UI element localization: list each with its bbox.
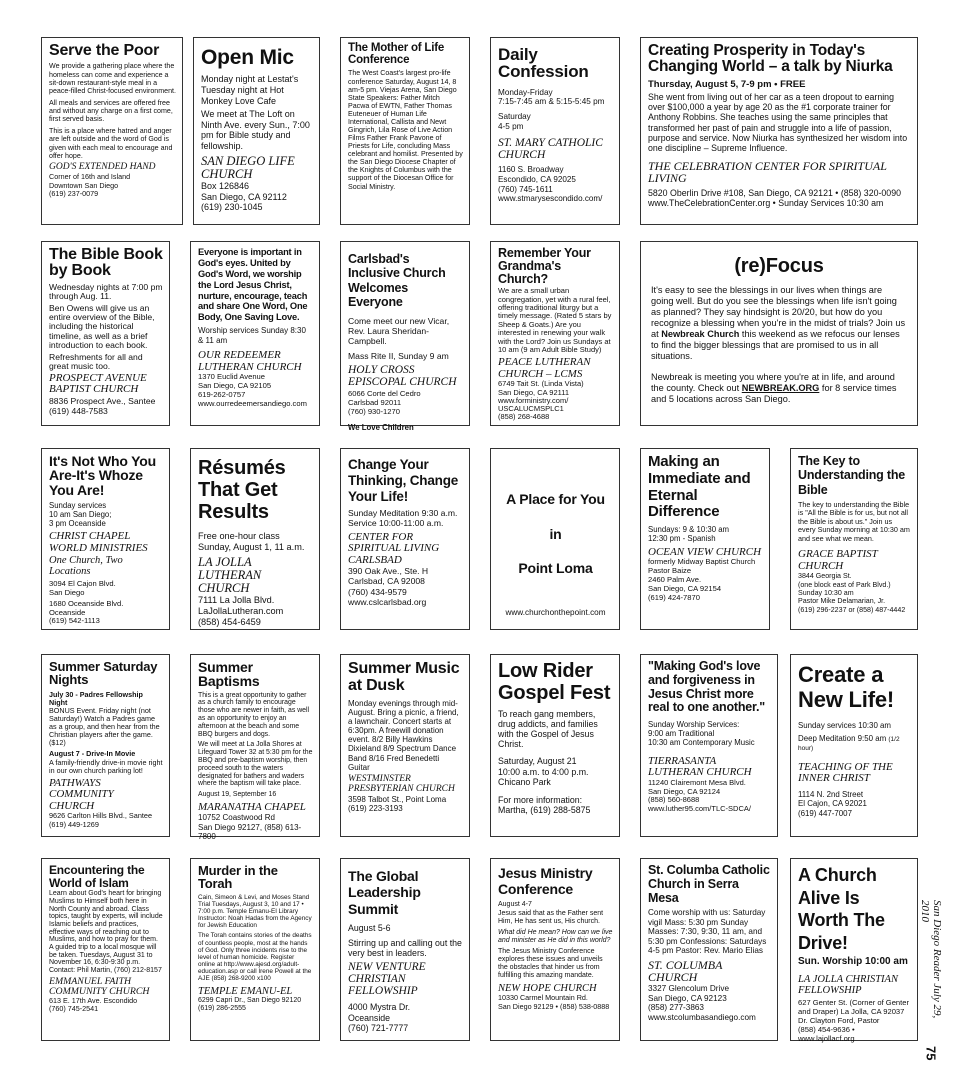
ad-body <box>49 283 163 372</box>
address: 7111 La Jolla Blvd. <box>198 595 275 606</box>
ad-body <box>348 316 463 362</box>
ad-body <box>651 285 907 405</box>
church-subtitle: One Church, Two Locations <box>49 555 123 578</box>
text: It's easy to see the blessings in our lives when things are going well. But do you see the blessings when life isn't going as planned? They say hindsight is 20/20, but how do you recognize a blessing when you're in the midst of trials? Join us at <box>651 285 906 339</box>
tagline: We Love Children <box>348 423 414 433</box>
website: www.churchonthepoint.com <box>505 607 606 617</box>
website: www.luther95.com/TLC-SDCA/ <box>648 804 751 814</box>
ad-body: Come worship with us: Saturday vigil Mass: 5:30 pm Sunday Masses: 7:30, 9:30, 11 am, and 5:30 pm Confessions: Saturdays 4-5 pm Pastor: Rev. Mario Elias <box>648 908 767 956</box>
ad-title: Résumés That Get Results <box>198 457 286 523</box>
church-name: NEW HOPE CHURCH <box>498 983 597 995</box>
church-name: LA JOLLA CHRISTIAN FELLOWSHIP <box>798 973 898 996</box>
paragraph: August 5-6 <box>348 923 391 934</box>
ad-title: Low Rider Gospel Fest <box>498 660 611 704</box>
ad-body <box>348 508 463 528</box>
church-name: ST. MARY CATHOLIC CHURCH <box>498 137 603 162</box>
address: 1114 N. 2nd Street <box>798 789 864 799</box>
paragraph: Sunday, August 1, 11 a.m. <box>198 541 305 552</box>
paragraph: August 19, September 16 <box>198 791 277 799</box>
phone: (858) 454-9636 • www.lajollacf.org <box>798 1024 855 1043</box>
ad-resumes <box>190 448 320 630</box>
address: 3327 Glencolum Drive <box>648 984 730 994</box>
church-name: EMMANUEL FAITH COMMUNITY CHURCH <box>49 975 150 998</box>
paragraph: August 4-7 <box>498 901 532 909</box>
ad-serve-the-poor <box>41 37 183 225</box>
text: Deep Meditation 9:50 am <box>798 733 887 743</box>
paragraph: A family-friendly drive-in movie right in our own church parking lot! <box>49 757 163 775</box>
phone: (619) 237-0079 <box>49 189 99 199</box>
ad-title: Making an Immediate and Eternal Difference <box>648 453 751 521</box>
church-name: TEMPLE EMANU-EL <box>198 985 293 997</box>
address: 9626 Carlton Hills Blvd., Santee <box>49 811 153 821</box>
address: San Diego, CA 92105 <box>198 381 272 391</box>
ad-title: Summer Baptisms <box>198 659 260 690</box>
ad-lowrider-gospel-fest <box>490 654 620 837</box>
address: Downtown San Diego <box>49 180 119 190</box>
church-name: GOD'S EXTENDED HAND <box>49 162 156 173</box>
paragraph: We provide a gathering place where the homeless can come and experience a sit-down restaurant-style meal in a peace-filled Christ-focused environment. <box>49 62 176 96</box>
paragraph: BONUS Event. Friday night (not Saturday!) Watch a Padres game as a group, and then hear from the Christian players after the game. ($12) <box>49 705 160 748</box>
phone: (858) 277-3863 <box>648 1003 704 1013</box>
ad-title: Serve the Poor <box>49 42 160 59</box>
paragraph: Cain, Simeon & Levi, and Moses Stand Trial Tuesdays, August 3, 10 and 17 • 7:00 p.m. Temple Emanu-El Library Instructor: Noah Hadas from the Agency for Jewish Education <box>198 893 312 930</box>
paragraph: Stirring up and calling out the very best in leaders. <box>348 937 462 958</box>
ad-key-to-bible <box>790 448 918 630</box>
paragraph: 3 pm Oceanside <box>49 519 106 529</box>
address: 627 Genter St. (Corner of Genter and Draper) La Jolla, CA 92037 <box>798 997 910 1016</box>
address: 3598 Talbot St., Point Loma <box>348 794 447 804</box>
ad-carlsbad-inclusive <box>340 241 470 433</box>
church-name: LA JOLLA LUTHERAN CHURCH <box>198 554 262 595</box>
text: this weekend as we refocus our lenses to find the bigger blessings that are promised to us in all situations. <box>651 328 900 361</box>
phone: (760) 745-1611 <box>498 184 553 194</box>
ad-church-alive <box>790 858 918 1041</box>
ad-create-new-life <box>790 654 918 837</box>
event-heading: August 7 - Drive-In Movie <box>49 749 136 759</box>
paragraph: We will meet at La Jolla Shores at Lifeguard Tower 32 at 5:30 pm for the BBQ and pre-baptism worship, then proceed south to the waters designated for bathers and waders where the baptism will take place. <box>198 741 313 788</box>
ad-body <box>49 691 163 775</box>
paragraph: Saturday <box>498 112 531 121</box>
ad-body: The West Coast's largest pro-life conference Saturday, August 14, 8 am-5 pm. Viejas Arena, San Diego State Speakers: Father Mitch Pacwa of EWTN, Father Thomas Euteneuer of Human Life International, Callista and Newt Gingrich, Lila Rose of Live Action Films Father Frank Pavone of Priests for Life, concluding Mass celebrant and homilist. Presented by the San Diego Diocese Chapter of the Knights of Columbus with the support of the Diocesan Office for Social Ministry. <box>348 69 463 191</box>
paragraph: 4-5 pm <box>498 121 524 131</box>
ad-st-columba <box>640 858 778 1041</box>
paragraph: This is a place where hatred and anger are left outside and the word of God is given with each meal to encourage and offer hope. <box>49 126 173 160</box>
phone: (858) 560-8688 <box>648 795 700 805</box>
address: Corner of 16th and Island <box>49 172 131 182</box>
ad-summer-baptisms <box>190 654 320 842</box>
ad-summer-saturday <box>41 654 170 837</box>
church-name: NEW VENTURE CHRISTIAN FELLOWSHIP <box>348 961 426 998</box>
address: San Diego 92129 • (858) 538-0888 <box>498 1001 610 1011</box>
paragraph: Worship services Sunday 8:30 & 11 am <box>198 326 306 345</box>
ad-title: Jesus Ministry Conference <box>498 865 593 897</box>
ad-body: She went from living out of her car as a teen dropout to earning over $100,000 a year by age 20 as the #1 corporate trainer for Anthony Robbins. She teaches using the same principles that transformed her past of pain and struggle into a life of passion, purpose and service. Now Niurka has synthesized her wisdom into one discipline – Supreme Influence. <box>648 91 908 154</box>
ad-title: The Bible Book by Book <box>49 246 163 280</box>
ad-title: Create a New Life! <box>798 662 894 712</box>
website: www.stmarysescondido.com/ <box>498 194 603 204</box>
ad-title: A Place for You <box>506 491 605 507</box>
website-link[interactable]: NEWBREAK.ORG <box>741 383 820 394</box>
paragraph: Ben Owens will give us an entire overview of the Bible, including the historical timeline, as well as a brief introduction to each book. <box>49 302 155 351</box>
ad-title: Open Mic <box>201 46 294 69</box>
address: El Cajon, CA 92021 <box>798 799 867 809</box>
website: www.forministry.com/ <box>498 395 569 405</box>
church-name: WESTMINSTER PRESBYTERIAN CHURCH <box>348 774 455 794</box>
paragraph <box>798 734 911 753</box>
church-name: OUR REDEEMER LUTHERAN CHURCH <box>198 349 302 373</box>
church-name: THE CELEBRATION CENTER FOR SPIRITUAL LIVING <box>648 158 887 186</box>
church-name: MARANATHA CHAPEL <box>198 800 306 813</box>
paragraph: 12:30 pm - Spanish <box>648 534 716 544</box>
ad-title: Change Your Thinking, Change Your Life! <box>348 457 459 504</box>
ad-title: Summer Saturday Nights <box>49 659 158 688</box>
address: 10330 Carmel Mountain Rd. <box>498 993 588 1003</box>
address: 5820 Oberlin Drive #108, San Diego, CA 92121 • (858) 320-0090 <box>648 188 901 199</box>
phone: (619) 296-2237 or (858) 487-4442 <box>798 605 906 614</box>
paragraph: 10:00 a.m. to 4:00 p.m. <box>498 766 589 777</box>
paragraph: We meet at The Loft on Ninth Ave. every Sun., 7:00 pm for Bible study and fellowship. <box>201 109 310 152</box>
paragraph: Martha, (619) 288-5875 <box>498 804 591 815</box>
address: Pastor Baize <box>648 566 692 576</box>
ad-title: St. Columba Catholic Church in Serra Mesa <box>648 863 770 905</box>
page-footer <box>920 900 942 1060</box>
address: San Diego, CA 92154 <box>648 583 722 593</box>
address: 3094 El Cajon Blvd. <box>49 579 116 589</box>
ad-body <box>648 720 771 748</box>
text: for 8 service times and 5 locations across San Diego. <box>651 383 897 405</box>
ad-global-leadership <box>340 858 470 1041</box>
ad-body: Learn about God's heart for bringing Muslims to Himself both here in North County and abroad. Class topics, taught by experts, will include Islamic beliefs and practices, effective ways of reaching out to Muslims, and how to pray for them. A guided trip to a local mosque will be taken. Tuesdays, August 31 to November 16, 6:30-9:30 p.m. Contact: Phil Martin, (760) 212-8157 <box>49 890 163 975</box>
ad-murder-in-torah <box>190 858 320 1041</box>
paragraph: Sunday Meditation 9:30 a.m. <box>348 508 458 519</box>
paragraph: The Jesus Ministry Conference explores these issues and unveils the obstacles that hinder us from fulfilling this amazing mandate. <box>498 948 603 980</box>
address: 11240 Clairemont Mesa Blvd. <box>648 777 746 787</box>
church-name: ST. COLUMBA CHURCH <box>648 957 723 985</box>
paragraph: 10 am San Diego; <box>49 509 112 519</box>
ad-title: The Key to Understanding the Bible <box>798 454 906 497</box>
ad-title: Carlsbad's Inclusive Church Welcomes Everyone <box>348 252 446 310</box>
ad-title: Encountering the World of Islam <box>49 863 145 890</box>
phone: (619) 449-1269 <box>49 820 99 829</box>
address: Box 126846 <box>201 180 250 191</box>
address: Oceanside <box>49 607 86 617</box>
church-name: TIERRASANTA LUTHERAN CHURCH <box>648 754 752 779</box>
church-name: CHRIST CHAPEL WORLD MINISTRIES <box>49 530 148 554</box>
address: Escondido, CA 92025 <box>498 175 576 185</box>
paragraph: Sunday services 10:30 am <box>798 721 891 731</box>
church-name: GRACE BAPTIST CHURCH <box>798 548 878 572</box>
paragraph: Sun. Worship 10:00 am <box>798 956 908 967</box>
address: 390 Oak Ave., Ste. H <box>348 566 429 577</box>
phone: (760) 930-1270 <box>348 407 400 417</box>
church-name: PATHWAYS COMMUNITY CHURCH <box>49 776 114 812</box>
ad-summer-music <box>340 654 470 837</box>
paragraph: Sundays: 9 & 10:30 am <box>648 525 730 535</box>
ad-bible-book-by-book <box>41 241 170 426</box>
church-name: CENTER FOR SPIRITUAL LIVING CARLSBAD <box>348 530 440 566</box>
ad-grandmas-church <box>490 241 620 426</box>
ad-open-mic <box>193 37 320 225</box>
ad-mother-of-life <box>340 37 470 225</box>
ad-title: Everyone is important in God's eyes. United by God's Word, we worship the Lord Jesus Christ, nurture, encourage, teach and share One Word, One Body, One Saving Love. <box>198 247 308 323</box>
text: Newbreak is meeting you where you're at in life, and around the county. Check out <box>651 372 895 394</box>
address: San Diego, CA 92124 <box>648 786 721 796</box>
ad-daily-confession <box>490 37 620 225</box>
pastor: Pastor Mike Delamarian, Jr. <box>798 597 886 606</box>
ad-title: Daily Confession <box>498 45 589 82</box>
ad-title: Remember Your Grandma's Church? <box>498 246 591 286</box>
address: 1370 Euclid Avenue <box>198 372 265 382</box>
church-name: OCEAN VIEW CHURCH <box>648 545 762 558</box>
ad-title: It's Not Who You Are-It's Whoze You Are! <box>49 453 156 498</box>
address: 3844 Georgia St. <box>798 572 852 581</box>
ad-creating-prosperity <box>640 37 918 225</box>
phone: (619) 447-7007 <box>798 808 852 818</box>
address: 1160 S. Broadway <box>498 165 564 175</box>
ad-body: Monday evenings through mid-August. Bring a picnic, a friend, a lawnchair. Concert starts at 6:30pm. A freewill donation event. 8/2 Billy Hawkins Dixieland 8/9 Spectrum Dance Band 8/16 Fred Benedetti Guitar <box>348 698 459 772</box>
ad-jesus-ministry <box>490 858 620 1041</box>
address: 6749 Tait St. (Linda Vista) <box>498 379 584 389</box>
paragraph: The Torah contains stories of the deaths of countless people, most at the hands of God. Only three incidents rise to the level of human homicide. Register online at http://www.ajesd.org/adult-education.asp or call Irene Powell at the AJE (858) 268-9200 x100 <box>198 932 312 983</box>
ad-body <box>201 74 313 151</box>
question: What did He mean? How can we live and minister as He did in this world? <box>498 929 613 945</box>
ad-body <box>648 525 763 543</box>
paragraph: To reach gang members, drug addicts, and families with the Gospel of Jesus Christ. <box>498 709 598 750</box>
website: USCALUCMSPLC1 <box>498 404 564 414</box>
address: 2460 Palm Ave. <box>648 575 702 585</box>
phone: (619) 223-3193 <box>348 804 403 814</box>
paragraph: Refreshments for all and great music too. <box>49 351 143 372</box>
paragraph: 10:30 am Contemporary Music <box>648 738 755 748</box>
website: www.stcolumbasandiego.com <box>648 1013 756 1023</box>
church-name: HOLY CROSS EPISCOPAL CHURCH <box>348 364 457 389</box>
ad-title: A Church Alive Is Worth The Drive! <box>798 865 885 953</box>
paragraph: Come meet our new Vicar, Rev. Laura Sheridan-Campbell. <box>348 315 450 346</box>
ad-title-place: Point Loma <box>518 560 593 577</box>
ad-refocus <box>640 241 918 426</box>
ad-everyone-important <box>190 241 320 426</box>
ad-title: Creating Prosperity in Today's Changing World – a talk by Niurka <box>648 42 893 75</box>
paragraph: 7:15-7:45 am & 5:15-5:45 pm <box>498 97 605 107</box>
church-name: PROSPECT AVENUE BAPTIST CHURCH <box>49 371 147 396</box>
ad-body <box>49 501 163 529</box>
ad-body: The key to understanding the Bible is "All the Bible is for us, but not all the Bible is about us." Join us every Sunday morning at 10:30 am and see what we mean. <box>798 499 910 543</box>
phone: 619-262-0757 <box>198 390 246 399</box>
ad-title: The Mother of Life Conference <box>348 42 445 66</box>
ad-body: We are a small urban congregation, yet with a rural feel, offering traditional liturgy but a timely message. (Rated 5 stars by Sheep & Goats.) Are you interested in renewing your walk with the Lord? Join us Sundays at 10 am (9 am Adult Bible Study) <box>498 286 612 354</box>
ad-title: The Global Leadership Summit <box>348 868 421 917</box>
address: (one block east of Park Blvd.) <box>798 580 891 589</box>
ad-body <box>49 62 176 160</box>
address: San Diego, CA 92123 <box>648 993 727 1003</box>
ad-body <box>498 709 613 815</box>
website: www.TheCelebrationCenter.org • Sunday Services 10:30 am <box>648 198 884 209</box>
paragraph <box>651 285 907 361</box>
ad-title: (re)Focus <box>734 255 824 277</box>
address: San Diego, CA 92111 <box>498 387 570 397</box>
paragraph: Chicano Park <box>498 776 551 787</box>
paragraph: Sunday Worship Services: <box>648 720 740 729</box>
paragraph: Monday night at Lestat's Tuesday night at Hot Monkey Love Cafe <box>201 74 299 106</box>
website: www.ourredeemersandiego.com <box>198 398 307 408</box>
address: 6299 Capri Dr., San Diego 92120 <box>198 996 302 1004</box>
ad-making-gods-love <box>640 654 778 837</box>
ad-change-thinking <box>340 448 470 630</box>
ad-not-who-you-are <box>41 448 170 630</box>
emphasis: Newbreak Church <box>661 328 740 339</box>
paragraph: Free one-hour class <box>198 531 280 541</box>
event-date: Thursday, August 5, 7-9 pm • FREE <box>648 78 806 90</box>
phone: (619) 230-1045 <box>201 202 263 213</box>
address: San Diego 92127, (858) 613-7800 <box>198 822 302 842</box>
phone: (619) 448-7583 <box>49 405 108 416</box>
phone: (858) 268-4688 <box>498 412 550 422</box>
paragraph: 9:00 am Traditional <box>648 729 715 739</box>
paragraph: All meals and services are offered free and without any charge on a first come, first served basis. <box>49 98 173 124</box>
paragraph: Sunday services <box>49 500 107 510</box>
address: 8836 Prospect Ave., Santee <box>49 395 156 406</box>
publication-date: San Diego Reader July 29, 2010 <box>919 900 943 1019</box>
ad-title-connector: in <box>549 525 562 542</box>
website: www.cslcarlsbad.org <box>348 596 427 607</box>
address: 1680 Oceanside Blvd. <box>49 599 124 609</box>
paragraph: Monday-Friday <box>498 87 553 97</box>
ad-body <box>348 923 463 958</box>
address: 4000 Mystra Dr. <box>348 1002 411 1013</box>
paragraph: Jesus said that as the Father sent Him, He has sent us, His church. <box>498 910 604 926</box>
ad-title: Murder in the Torah <box>198 863 278 892</box>
ad-title: "Making God's love and forgiveness in Jesus Christ more real to one another." <box>648 659 766 715</box>
ad-title: Summer Music at Dusk <box>348 660 460 695</box>
address: 6066 Corte del Cedro <box>348 389 421 399</box>
ad-point-loma <box>490 448 620 630</box>
ad-body <box>798 721 911 753</box>
paragraph: Mass Rite II, Sunday 9 am <box>348 350 449 361</box>
event-heading: July 30 - Padres Fellowship Night <box>49 689 143 707</box>
paragraph: For more information: <box>498 794 583 805</box>
address: Carlsbad, CA 92008 <box>348 576 425 587</box>
page-number: 75 <box>923 1045 939 1060</box>
website: LaJollaLutheran.com <box>198 605 284 616</box>
church-name: TEACHING OF THE INNER CHRIST <box>798 760 893 785</box>
address: Carlsbad 92011 <box>348 398 402 408</box>
ad-body <box>498 88 613 132</box>
phone: (619) 424-7870 <box>648 592 700 602</box>
ad-immediate-difference <box>640 448 770 630</box>
address: Oceanside <box>348 1012 391 1023</box>
paragraph: This is a great opportunity to gather as a church family to encourage those who are newer in faith, as well as an opportunity to enjoy an afternoon at the beach and some BBQ burgers and dogs. <box>198 691 310 738</box>
ad-body <box>198 692 313 799</box>
address: formerly Midway Baptist Church <box>648 557 756 567</box>
text-small: (1/2 hour) <box>798 735 900 753</box>
ad-body <box>498 901 613 980</box>
ad-body <box>198 894 313 983</box>
address: San Diego <box>49 587 85 597</box>
paragraph <box>651 372 907 405</box>
phone: (760) 434-9579 <box>348 586 407 597</box>
address: 10752 Coastwood Rd <box>198 813 275 823</box>
church-name: PEACE LUTHERAN CHURCH – LCMS <box>498 356 591 380</box>
pastor: Dr. Clayton Ford, Pastor <box>798 1015 880 1025</box>
paragraph: Saturday, August 21 <box>498 756 577 767</box>
ad-body <box>198 531 313 553</box>
paragraph: Service 10:00-11:00 a.m. <box>348 518 444 529</box>
service-time: Sunday 10:30 am <box>798 588 854 597</box>
phone: (619) 542-1113 <box>49 615 100 625</box>
paragraph: Wednesday nights at 7:00 pm through Aug. 11. <box>49 281 163 302</box>
church-name: SAN DIEGO LIFE CHURCH <box>201 153 295 181</box>
phone: (619) 286-2555 <box>198 1004 246 1012</box>
address: San Diego, CA 92112 <box>201 191 287 202</box>
phone: (760) 745-2541 <box>49 1004 99 1014</box>
ad-encountering-islam <box>41 858 170 1041</box>
address: 613 E. 17th Ave. Escondido <box>49 996 138 1006</box>
phone: (858) 454-6459 <box>198 616 261 627</box>
phone: (760) 721-7777 <box>348 1023 409 1034</box>
